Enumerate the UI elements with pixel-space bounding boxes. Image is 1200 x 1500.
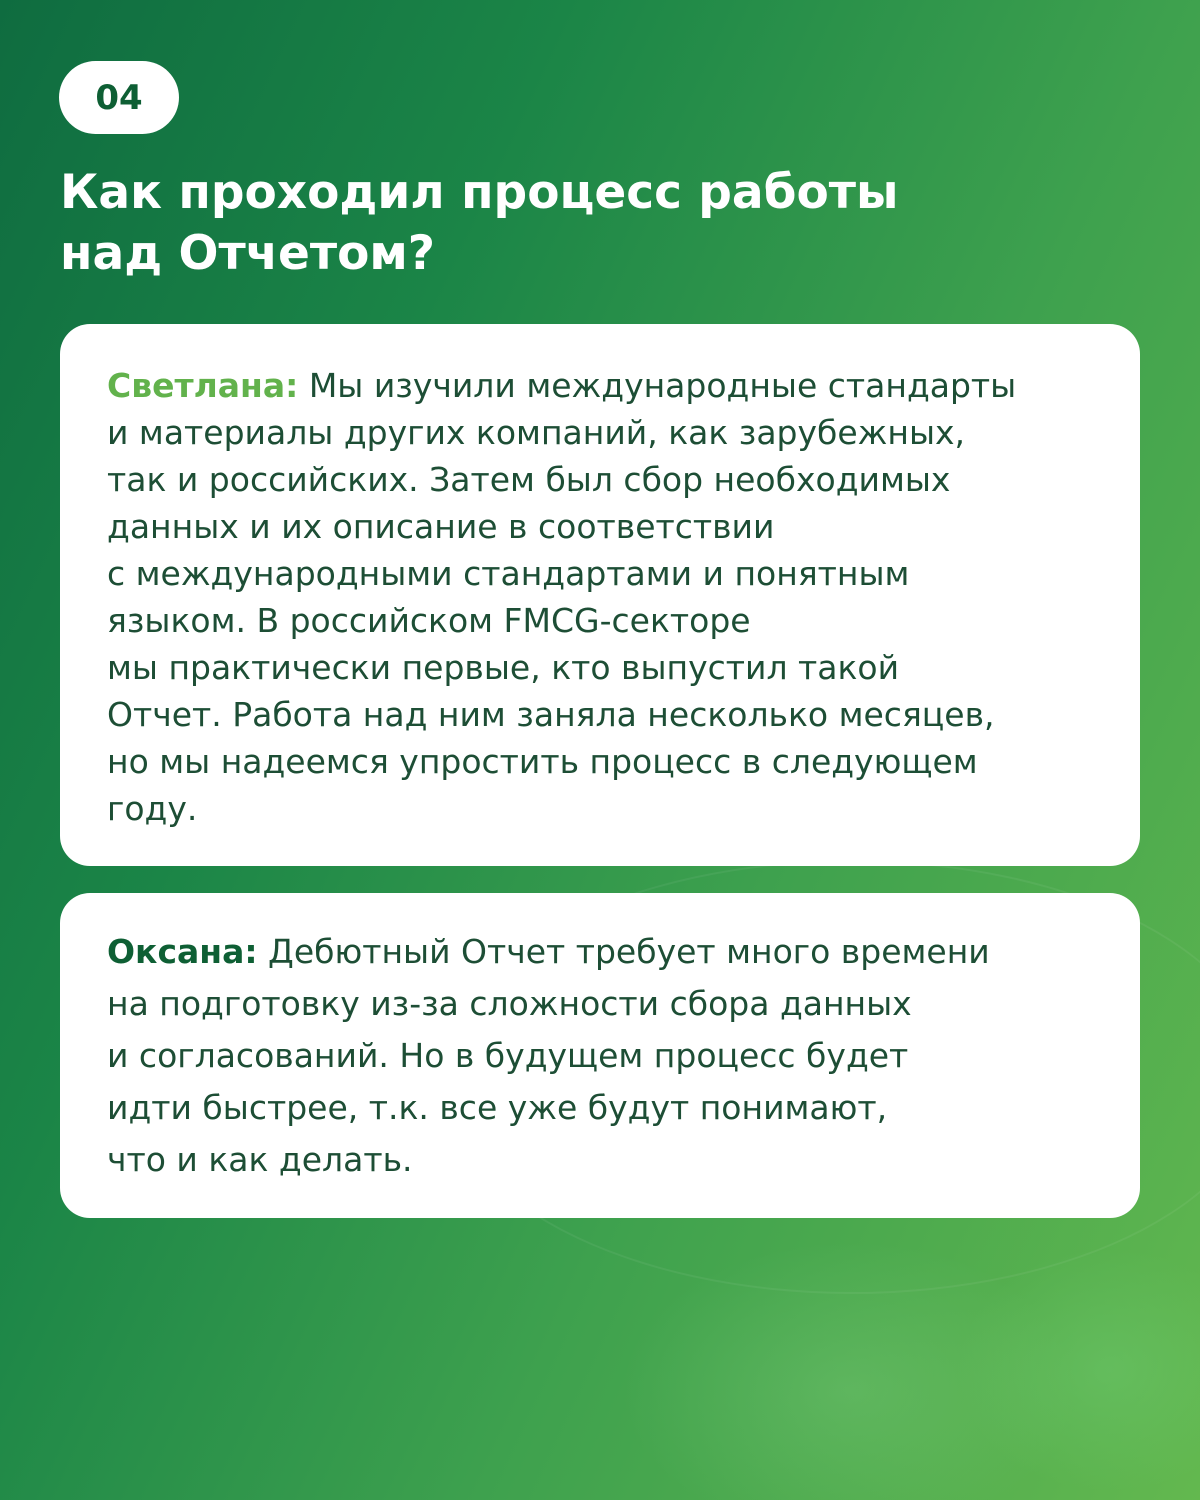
- quote-body: Дебютный Отчет требует много времени на подготовку из-за сложности сбора данных и согласований. Но в будущем процесс будет идти быстрее, т.к. все уже будут понимают, что и как делать.: [107, 932, 990, 1179]
- quote-body: Мы изучили международные стандарты и материалы других компаний, как зарубежных, так и российских. Затем был сбор необходимых данных и их описание в соответствии с международными стандартами и понятным языком. В российском FMCG-секторе мы практически первые, кто выпустил такой Отчет. Работа над ним заняла несколько месяцев, но мы надеемся упростить процесс в следующем году.: [107, 366, 1017, 828]
- quote-card-oksana: [60, 893, 1140, 1218]
- page-title: Как проходил процесс работы над Отчетом?: [60, 165, 899, 281]
- step-number-badge: 04: [59, 61, 179, 134]
- quote-card-svetlana: [60, 324, 1140, 866]
- speaker-name: Оксана:: [107, 932, 258, 971]
- quote-text: [107, 926, 1140, 1186]
- speaker-name: Светлана:: [107, 366, 299, 405]
- background-glow: [620, 1240, 1080, 1500]
- background-glow: [960, 1250, 1200, 1490]
- quote-text: [107, 362, 1140, 832]
